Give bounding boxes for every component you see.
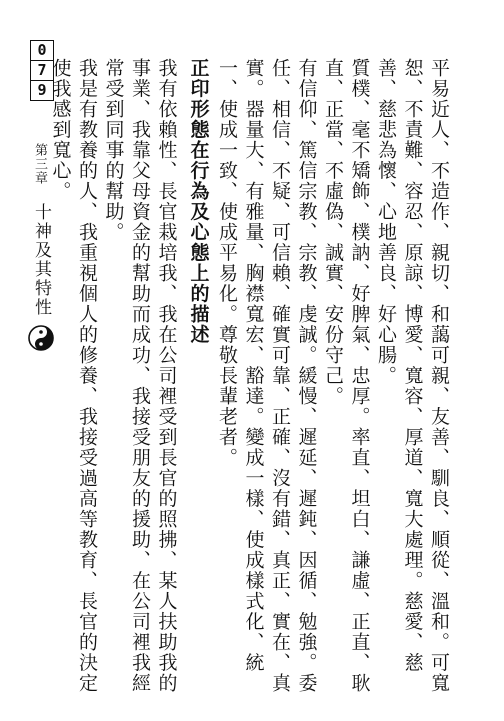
page-sidebar bbox=[22, 40, 62, 355]
paragraph-faith: 有信仰、篤信宗教、宗教、虔誠。緩慢、遲延、遲鈍、因循、勉強。委任、相信、不疑、可信賴、確實可靠、正確、沒有錯、真正、實在、真實。器量大、有雅量、胸襟寬宏、豁達。變成一樣、使成樣式化、統一、使成一致、使成平易化。尊敬長輩老者。 bbox=[216, 58, 318, 694]
paragraph-dependence: 我有依賴性、長官栽培我、我在公司裡受到長官的照拂、某人扶助我的事業、我靠父母資金的幫助而成功、我接受朋友的援助、在公司裡我經常受到同事的幫助。 bbox=[102, 58, 178, 694]
chapter-label: 第三章 bbox=[32, 143, 47, 185]
main-text-column-block bbox=[49, 58, 452, 698]
page-number-digit: 9 bbox=[37, 81, 47, 99]
yin-yang-icon bbox=[28, 325, 54, 351]
page-number-digit: 7 bbox=[31, 61, 53, 81]
chapter-title: 十神及其特性 bbox=[31, 203, 51, 317]
page-number bbox=[30, 40, 54, 101]
paragraph-education: 我是有教養的人、我重視個人的修養、我接受過高等教育、長官的決定使我感到寬心。 bbox=[49, 58, 98, 694]
page-number-digit: 0 bbox=[31, 41, 53, 61]
section-heading: 正印形態在行為及心態上的描述 bbox=[187, 58, 210, 345]
paragraph-simplicity: 質樸、毫不矯飾、樸訥、好脾氣、忠厚。率直、坦白、謙虛、正直、耿直、正當、不虛偽、誠實、安份守己。 bbox=[322, 58, 371, 694]
paragraph-kindness: 平易近人、不造作、親切、和藹可親、友善、馴良、順從、溫和。可寬恕、不責難、容忍、原諒、博愛、寬容、厚道、寬大處理。慈愛、慈善、慈悲為懷、心地善良、好心腸。 bbox=[375, 58, 450, 694]
